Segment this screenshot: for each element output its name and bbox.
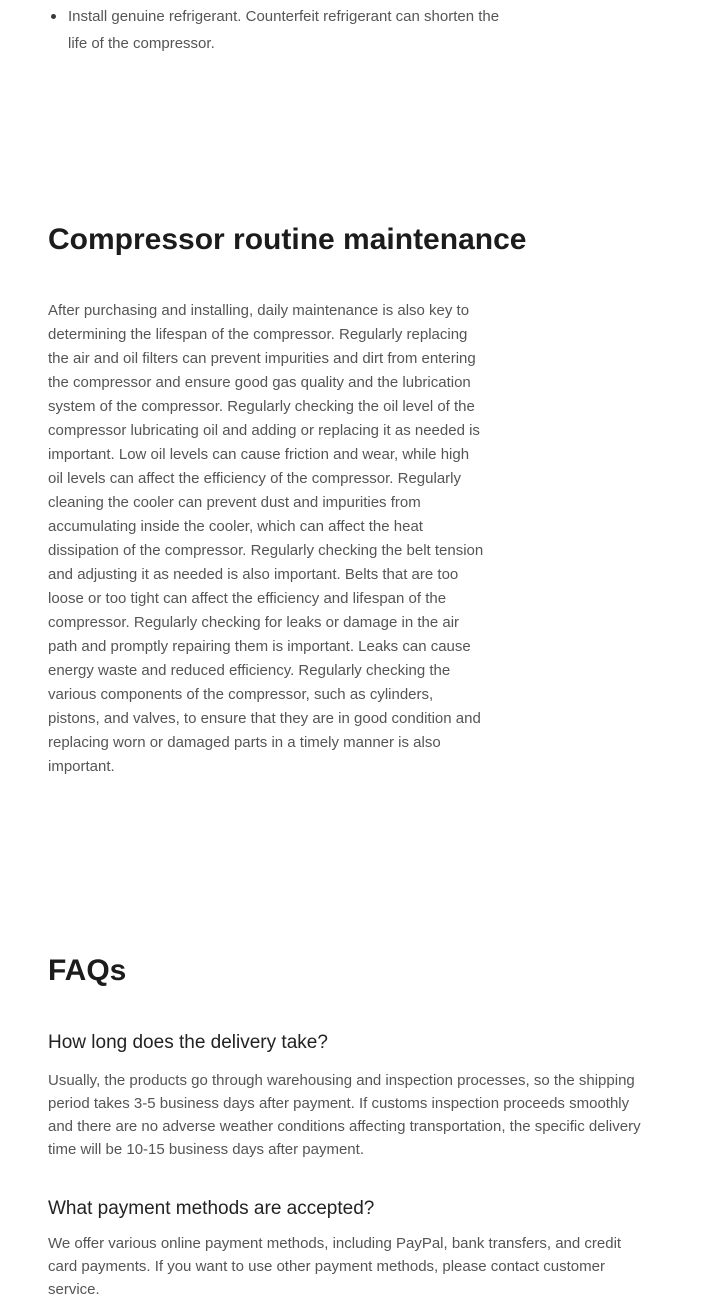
- faqs-section-heading: FAQs: [48, 954, 127, 987]
- precaution-text: Install genuine refrigerant. Counterfeit refrigerant can shorten the life of the compressor.: [68, 8, 500, 52]
- faq-answer-payment: We offer various online payment methods, including PayPal, bank transfers, and credit card payments. If you want to use other payment methods, please contact customer service.: [48, 1235, 622, 1298]
- bullet-icon: [51, 14, 56, 19]
- faq-question-payment: What payment methods are accepted?: [48, 1198, 375, 1219]
- faq-item-delivery: [48, 1031, 728, 1161]
- precaution-list-item: [48, 3, 518, 57]
- maintenance-paragraph: After purchasing and installing, daily maintenance is also key to determining the lifespan of the compressor. Regularly replacing the air and oil filters can prevent impurities and dirt from entering the compressor and ensure good gas quality and the lubrication system of the compressor. Regularly checking the oil level of the compressor lubricating oil and adding or replacing it as needed is important. Low oil levels can cause friction and wear, while high oil levels can affect the efficiency of the compressor. Regularly cleaning the cooler can prevent dust and impurities from accumulating inside the cooler, which can affect the heat dissipation of the compressor. Regularly checking the belt tension and adjusting it as needed is also important. Belts that are too loose or too tight can affect the efficiency and lifespan of the compressor. Regularly checking for leaks or damage in the air path and promptly repairing them is important. Leaks can cause energy waste and reduced efficiency. Regularly checking the various components of the compressor, such as cylinders, pistons, and valves, to ensure that they are in good condition and replacing worn or damaged parts in a timely manner is also important.: [48, 302, 484, 775]
- faq-answer-delivery: Usually, the products go through warehousing and inspection processes, so the shipping period takes 3-5 business days after payment. If customs inspection proceeds smoothly and there are no adverse weather conditions affecting transportation, the specific delivery time will be 10-15 business days after payment.: [48, 1072, 641, 1158]
- faq-item-payment: [48, 1197, 728, 1301]
- faq-question-delivery: How long does the delivery take?: [48, 1032, 328, 1053]
- maintenance-section-heading: Compressor routine maintenance: [48, 223, 527, 256]
